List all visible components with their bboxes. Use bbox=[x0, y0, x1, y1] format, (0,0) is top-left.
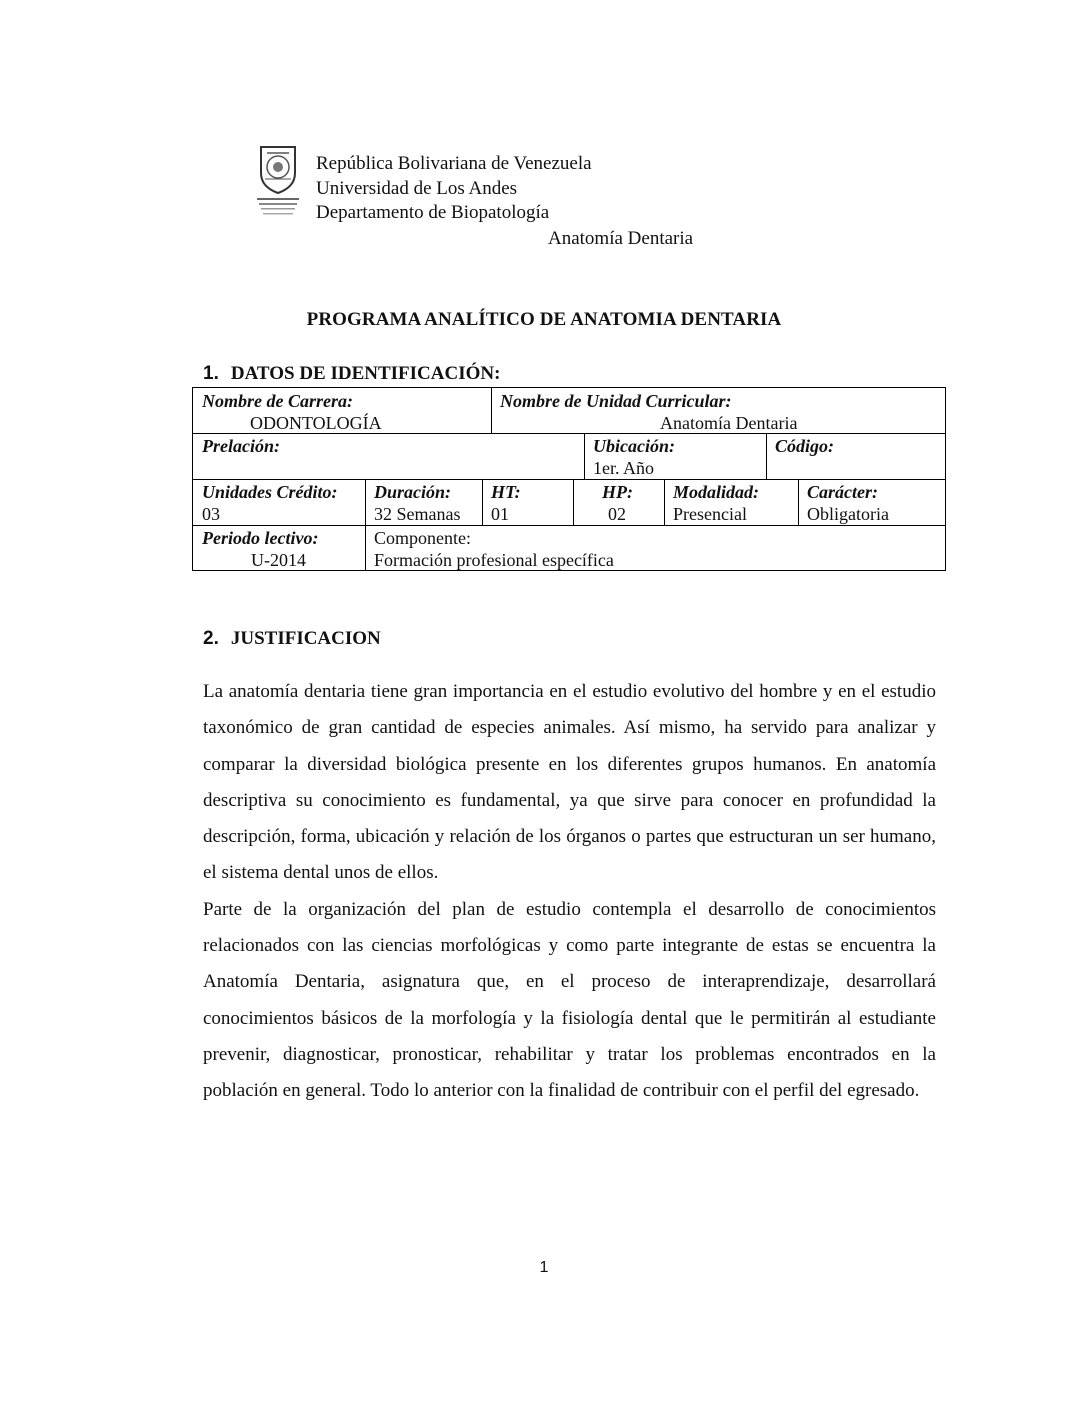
cell-caracter bbox=[798, 479, 947, 525]
header-university: Universidad de Los Andes bbox=[316, 178, 518, 199]
document-title: PROGRAMA ANALÍTICO DE ANATOMIA DENTARIA bbox=[306, 309, 782, 330]
cell-carrera bbox=[193, 388, 491, 434]
ht-label: HT: bbox=[491, 482, 521, 502]
cell-modalidad bbox=[664, 479, 798, 525]
unidad-label: Nombre de Unidad Curricular: bbox=[500, 391, 732, 411]
modalidad-value: Presencial bbox=[673, 504, 747, 524]
duracion-value: 32 Semanas bbox=[374, 504, 461, 524]
justification-paragraph: La anatomía dentaria tiene gran importancia en el estudio evolutivo del hombre y en el estudio taxonómico de gran cantidad de especies animales. Así mismo, ha servido para analizar y comparar la diversidad biológica presente en los diferentes grupos humanos. En anatomía descriptiva su conocimiento es fundamental, ya que sirve para conocer en profundidad la descripción, forma, ubicación y relación de los órganos o partes que estructuran un ser humano, el sistema dental unos de ellos. bbox=[203, 681, 936, 884]
ht-value: 01 bbox=[491, 504, 509, 524]
componente-value: Formación profesional específica bbox=[374, 550, 614, 570]
cell-codigo bbox=[766, 433, 947, 457]
justification-text bbox=[203, 674, 936, 1110]
hp-value: 02 bbox=[608, 504, 626, 524]
duracion-label: Duración: bbox=[374, 482, 452, 502]
section-2-heading bbox=[203, 628, 381, 650]
cell-duracion bbox=[365, 479, 482, 525]
modalidad-label: Modalidad: bbox=[673, 482, 760, 502]
header-department: Departamento de Biopatología bbox=[316, 202, 550, 223]
university-seal-icon bbox=[253, 143, 303, 221]
cell-periodo bbox=[193, 525, 365, 571]
section-1-number: 1. bbox=[203, 363, 219, 384]
cell-ht bbox=[482, 479, 573, 525]
justification-paragraph: Parte de la organización del plan de estudio contempla el desarrollo de conocimientos relacionados con las ciencias morfológicas y como parte integrante de estas se encuentra la Anatomía Dentaria, asignatura que, en el proceso de interaprendizaje, desarrollará conocimientos básicos de la morfología y la fisiología dental que le permitirán al estudiante prevenir, diagnosticar, pronosticar, rehabilitar y tratar los problemas encontrados en la población en general. Todo lo anterior con la finalidad de contribuir con el perfil del egresado. bbox=[203, 898, 936, 1102]
cell-prelacion bbox=[193, 433, 584, 457]
cell-ubicacion bbox=[584, 433, 766, 479]
header-subject: Anatomía Dentaria bbox=[548, 228, 694, 249]
section-1-heading bbox=[203, 363, 500, 385]
cell-unidad bbox=[491, 388, 947, 434]
unidad-value: Anatomía Dentaria bbox=[660, 413, 798, 433]
ubicacion-value: 1er. Año bbox=[593, 458, 654, 478]
page-number: 1 bbox=[539, 1259, 549, 1276]
header-country: República Bolivariana de Venezuela bbox=[316, 153, 592, 174]
prelacion-label: Prelación: bbox=[202, 436, 280, 456]
cell-hp bbox=[573, 479, 664, 525]
section-2-number: 2. bbox=[203, 628, 219, 649]
creditos-label: Unidades Crédito: bbox=[202, 482, 338, 502]
carrera-label: Nombre de Carrera: bbox=[202, 391, 353, 411]
caracter-label: Carácter: bbox=[807, 482, 878, 502]
section-2-title: JUSTIFICACION bbox=[230, 628, 381, 649]
carrera-value: ODONTOLOGÍA bbox=[250, 413, 382, 433]
periodo-label: Periodo lectivo: bbox=[202, 528, 319, 548]
componente-label: Componente: bbox=[374, 528, 471, 548]
cell-componente bbox=[365, 525, 947, 571]
caracter-value: Obligatoria bbox=[807, 504, 889, 524]
cell-creditos bbox=[193, 479, 365, 525]
periodo-value: U-2014 bbox=[251, 550, 306, 570]
hp-label: HP: bbox=[602, 482, 633, 502]
ubicacion-label: Ubicación: bbox=[593, 436, 675, 456]
creditos-value: 03 bbox=[202, 504, 220, 524]
codigo-label: Código: bbox=[775, 436, 835, 456]
identification-table bbox=[192, 387, 946, 571]
section-1-title: DATOS DE IDENTIFICACIÓN: bbox=[230, 363, 501, 384]
